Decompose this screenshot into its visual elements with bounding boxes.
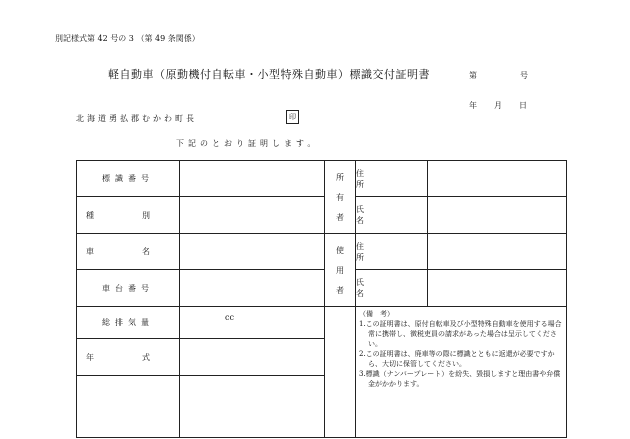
date-month-label: 月 [494,101,502,110]
user-name-label: 氏 名 [355,269,428,307]
blank-middle-cell [324,306,356,438]
user-address-label: 住 所 [355,233,428,270]
user-char-2: 用 [336,265,344,275]
certificate-table [76,160,567,438]
displacement-value [179,306,325,339]
user-address-value [427,233,567,270]
user-char-1: 使 [336,245,344,255]
user-char-3: 者 [336,285,344,295]
owner-address-label: 住 所 [355,160,428,197]
owner-name-value [427,196,567,234]
user-vertical-label [324,233,356,307]
owner-char-1: 所 [336,172,344,182]
note-item-1: 1.この証明書は、原付自転車及び小型特殊自動車を使用する場合常に携帯し、徴税吏員の請求があった場合は呈示してください。 [359,320,562,348]
blank-label-cell [76,375,180,438]
vehicle-name-label: 車 名 [76,233,180,270]
certification-statement: 下記のとおり証明します。 [176,139,320,148]
owner-char-2: 有 [336,192,344,202]
displacement-label: 総排気量 [76,306,180,339]
number-prefix: 第 [469,71,477,80]
notes-box [355,306,567,438]
owner-address-value [427,160,567,197]
note-item-2: 2.この証明書は、廃車等の際に標識とともに返還が必要ですから、大切に保管してください。 [359,350,555,368]
chassis-number-value [179,269,325,307]
seal-mark: 印 [286,110,299,124]
user-name-value [427,269,567,307]
model-year-label: 年 式 [76,338,180,376]
owner-name-label: 氏 名 [355,196,428,234]
vehicle-name-value [179,233,325,270]
plate-number-value [179,160,325,197]
notes-heading: （備 考） [359,310,394,318]
document-title: 軽自動車（原動機付自転車・小型特殊自動車）標識交付証明書 [108,68,430,81]
plate-number-label: 標識番号 [76,160,180,197]
date-year-label: 年 [469,101,477,110]
number-suffix: 号 [520,71,528,80]
blank-value-cell [179,375,325,438]
displacement-unit: cc [225,313,234,322]
owner-vertical-label [324,160,356,234]
date-day-label: 日 [519,101,527,110]
issuer-name: 北海道勇払郡むかわ町長 [76,114,197,123]
owner-char-3: 者 [336,212,344,222]
type-value [179,196,325,234]
form-reference: 別記様式第 42 号の 3 （第 49 条関係） [55,34,200,43]
chassis-number-label: 車台番号 [76,269,180,307]
type-label: 種 別 [76,196,180,234]
note-item-3: 3.標識（ナンバープレート）を紛失、毀損しますと理由書や弁償金がかかります。 [359,370,561,388]
model-year-value [179,338,325,376]
